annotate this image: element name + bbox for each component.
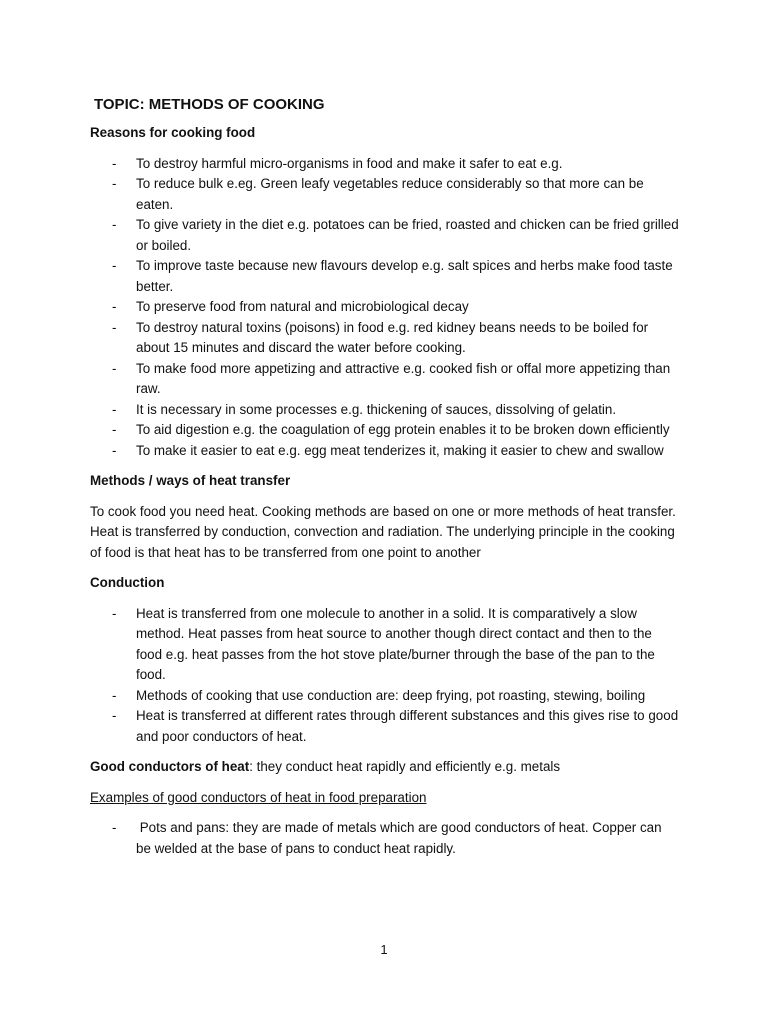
list-item: - To destroy natural toxins (poisons) in food e.g. red kidney beans needs to be boiled for about 15 minutes and discard the water before cooking. <box>90 318 680 359</box>
list-item: - Heat is transferred from one molecule to another in a solid. It is comparatively a slow method. Heat passes from heat source to another though direct contact and then to the food e.g. heat passes from the hot stove plate/burner through the base of the pan to the food. <box>90 604 680 686</box>
examples-heading: Examples of good conductors of heat in food preparation <box>90 789 427 805</box>
list-item: - To preserve food from natural and microbiological decay <box>90 297 680 318</box>
list-item: - To reduce bulk e.eg. Green leafy vegetables reduce considerably so that more can be eaten. <box>90 174 680 215</box>
list-item: - It is necessary in some processes e.g. thickening of sauces, dissolving of gelatin. <box>90 400 680 421</box>
topic-title: TOPIC: METHODS OF COOKING <box>94 96 325 113</box>
list-item: - To destroy harmful micro-organisms in food and make it safer to eat e.g. <box>90 154 680 175</box>
list-item: - Pots and pans: they are made of metals which are good conductors of heat. Copper can be welded at the base of pans to conduct heat rapidly. <box>90 818 680 859</box>
conduction-heading: Conduction <box>90 575 165 590</box>
list-item: - To give variety in the diet e.g. potatoes can be fried, roasted and chicken can be fried grilled or boiled. <box>90 215 680 256</box>
page-number: 1 <box>380 942 388 957</box>
list-item: - To make it easier to eat e.g. egg meat tenderizes it, making it easier to chew and swallow <box>90 441 680 462</box>
examples-list <box>90 818 680 859</box>
reasons-list <box>90 154 680 462</box>
conduction-list <box>90 604 680 748</box>
list-item: - To improve taste because new flavours develop e.g. salt spices and herbs make food taste better. <box>90 256 680 297</box>
page-content <box>90 95 680 869</box>
list-item: - Heat is transferred at different rates through different substances and this gives rise to good and poor conductors of heat. <box>90 706 680 747</box>
good-conductors-paragraph <box>90 757 680 778</box>
list-item: - To aid digestion e.g. the coagulation of egg protein enables it to be broken down efficiently <box>90 420 680 441</box>
reasons-heading: Reasons for cooking food <box>90 125 256 140</box>
good-conductors-text: : they conduct heat rapidly and efficiently e.g. metals <box>249 759 561 774</box>
list-item: - To make food more appetizing and attractive e.g. cooked fish or offal more appetizing than raw. <box>90 359 680 400</box>
good-conductors-label: Good conductors of heat <box>90 759 250 774</box>
heat-transfer-heading: Methods / ways of heat transfer <box>90 473 291 488</box>
list-item: - Methods of cooking that use conduction are: deep frying, pot roasting, stewing, boiling <box>90 686 680 707</box>
heat-transfer-paragraph: To cook food you need heat. Cooking methods are based on one or more methods of heat transfer. Heat is transferred by conduction, convection and radiation. The underlying principle in the cooking of food is that heat has to be transferred from one point to another <box>90 503 676 560</box>
